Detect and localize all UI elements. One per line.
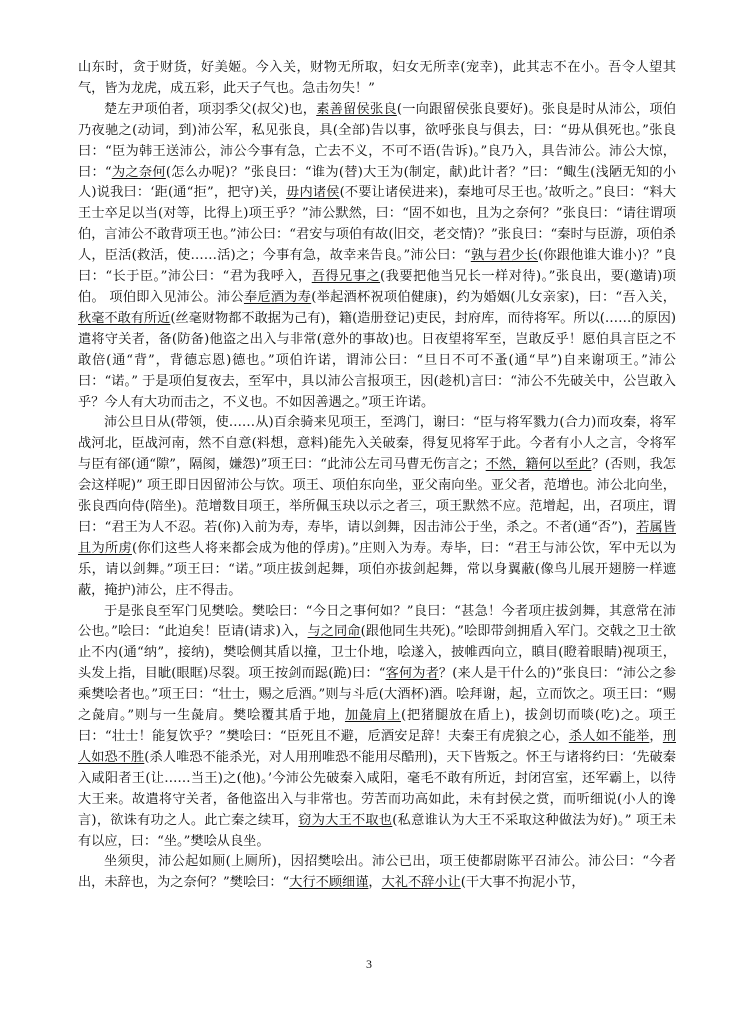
- underlined-phrase: 孰与君少长: [470, 248, 538, 264]
- page-number: 3: [366, 957, 372, 971]
- text-run: ？(来人是干什么的)”张良曰：“沛公之参乘樊哙者也。”项王曰：“壮士，赐之卮酒。”则与斗卮(大酒杯)酒。哙拜谢，起，立而饮之。项王曰：“赐之彘肩。”则与一生彘肩。樊哙覆其盾于地，: [78, 666, 677, 724]
- underlined-phrase: 吾得兄事之: [311, 269, 381, 285]
- underlined-phrase: 秋毫不敢有所近: [78, 310, 171, 326]
- underlined-phrase: 不然，籍何以至此: [485, 457, 592, 473]
- underlined-phrase: 大行不顾细谨: [289, 875, 369, 891]
- text-run: (不要让诸侯进来)，秦地可尽王也。’故听之。”良曰：“料大王士卒足以当(对等，比得上)项王乎？”沛公默然，曰：“固不如也，且为之奈何？”张良曰：“请往谓项伯，言沛公不敢背项王也。”沛公曰：“君安与项伯有故(旧交，老交情)？”张良曰：“秦时与臣游，项伯杀人，臣活(救活，使……活)之；今事有急，故幸来告良。”沛公曰：“: [78, 185, 677, 264]
- underlined-phrase: 为之奈何: [111, 164, 166, 180]
- underlined-phrase: 刑人如恐不胜: [78, 729, 677, 765]
- underlined-phrase: 素善留侯张良: [316, 101, 397, 117]
- text-run: (我要把他当兄长一样对待)。”张良出，要(邀请)项伯。 项伯即入见沛公。沛公: [78, 269, 676, 305]
- text-run: (举起酒杯祝项伯健康)，约为婚姻(儿女亲家)，曰：“吾入关，: [311, 289, 676, 305]
- paragraph: [78, 602, 676, 853]
- text-run: (怎么办呢)？”张良曰：“谁为(替)大王为(制定，献)此计者？”曰：“鲰生(浅陋无知的小人)说我曰：‘距(通“拒”，把守)关，: [78, 164, 677, 201]
- underlined-phrase: 杀人如不能举: [568, 729, 650, 744]
- text-run: ，: [649, 729, 663, 744]
- text-run: (你跟他谁大谁小)？”良曰：“长于臣。”沛公曰：“君为我呼入，: [78, 248, 677, 285]
- text-run: ，: [368, 875, 382, 891]
- text-run: 于是张良至军门见樊哙。樊哙曰：“今日之事何如？”良曰：“甚急！今者项庄拔剑舞，其意常在沛公也。”哙曰：“此迫矣！臣请(请求)入，: [78, 603, 676, 640]
- text-run: 山东时，贪于财货，好美姬。今入关，财物无所取，妇女无所幸(宠幸)，此其志不在小。吾令人望其气，皆为龙虎，成五彩，此天子气也。急击勿失！”: [78, 60, 676, 96]
- paragraph: [78, 100, 676, 414]
- text-run: (干大事不拘泥小节，: [460, 875, 585, 891]
- text-run: 沛公旦日从(带领，使……从)百余骑来见项王，至鸿门，谢曰：“臣与将军戮力(合力)而攻秦，将军战河北，臣战河南，然不自意(料想，意料)能先入关破秦，得复见将军于此。今者有小人之言，令将军与臣有郤(通“隙”，隔阂，嫌怨)”项王曰：“此沛公左司马曹无伤言之；: [78, 415, 676, 473]
- text-run: (私意谁认为大王不采取这种做法为好)。” 项王未有以应，曰：“坐。”樊哙从良坐。: [78, 812, 677, 849]
- underlined-phrase: 窃为大王不取也: [298, 812, 393, 828]
- text-run: (跟他同生共死)。”哙即带剑拥盾入军门。交戟之卫士欲止不内(通“纳”，接纳)，樊哙侧其盾以撞，卫士仆地，哙遂入，披帷西向立，瞋目(瞪着眼睛)视项王，头发上指，目眦(眼眶)尽裂。项王按剑而跽(跪)曰：“: [78, 624, 676, 682]
- paragraph: [78, 852, 676, 894]
- paragraph: [78, 413, 676, 601]
- underlined-phrase: 客何为者: [385, 666, 439, 682]
- text-run: 楚左尹项伯者，项羽季父(叔父)也，: [104, 101, 317, 117]
- underlined-phrase: 若属皆且为所虏: [78, 519, 677, 556]
- text-run: (丝毫财物都不敢据为己有)，籍(造册登记)吏民，封府库，而待将军。所以(……的原因)遣将守关者，备(防备)他盗之出入与非常(意外的事故)也。日夜望将军至，岂敢反乎！愿伯具言臣之不敢倍(通“背”，背德忘恩)德也。”项伯许诺，谓沛公曰：“旦日不可不蚤(通“早”)自来谢项王。”沛公曰：“诺。” 于是项伯复夜去，至军中，具以沛公言报项王，因(趁机)言曰：“沛公不先破关中，公岂敢入乎？今人有大功而击之，不义也。不如因善遇之。”项王许诺。: [78, 310, 676, 410]
- paragraph: [78, 58, 676, 100]
- text-run: (一向跟留侯张良要好)。张良是时从沛公，项伯乃夜驰之(动词，到)沛公军，私见张良，具(全部)告以事，欲呼张良与俱去，曰：“毋从俱死也。”张良曰：“臣为韩王送沛公，沛公今事有急，亡去不义，不可不语(告诉)。”良乃入，具告沛公。沛公大惊，曰：“: [78, 101, 676, 180]
- text-run: ？(否则，我怎会这样呢)” 项王即日因留沛公与饮。项王、项伯东向坐，亚父南向坐。亚父者，范增也。沛公北向坐，张良西向侍(陪坐)。范增数目项王，举所佩玉玦以示之者三，项王默然不应。范增起，出，召项庄，谓曰：“君王为人不忍。若(你)入前为寿，寿毕，请以剑舞，因击沛公于坐，杀之。不者(通“否”)，: [78, 457, 676, 535]
- text-run: (你们这些人将来都会成为他的俘虏)。”庄则入为寿。寿毕，曰：“君王与沛公饮，军中无以为乐，请以剑舞。”项王曰：“诺。”项庄拔剑起舞，项伯亦拔剑起舞，常以身翼蔽(像鸟儿展开翅膀一样遮蔽，掩护)沛公，庄不得击。: [78, 540, 677, 598]
- underlined-phrase: 大礼不辞小让: [381, 875, 461, 891]
- underlined-phrase: 加彘肩上: [344, 708, 401, 724]
- underlined-phrase: 与之同命: [307, 624, 361, 640]
- text-run: (杀人唯恐不能杀光，对人用刑唯恐不能用尽酷刑)，天下皆叛之。怀王与诸将约曰：‘先破秦入咸阳者王(让……当王)之(他)。’今沛公先破秦入咸阳，毫毛不敢有所近，封闭宫室，还军霸上，以待大王来。故遣将守关者，备他盗出入与非常也。劳苦而功高如此，未有封侯之赏，而听细说(小人的谗言)，欲诛有功之人。此亡秦之续耳，: [78, 749, 676, 828]
- underlined-phrase: 毋内诸侯: [286, 185, 340, 201]
- text-run: 坐须臾，沛公起如厕(上厕所)，因招樊哙出。沛公已出，项王使都尉陈平召沛公。沛公曰：“今者出，未辞也，为之奈何？”樊哙曰：“: [78, 854, 676, 891]
- underlined-phrase: 奉卮酒为寿: [243, 289, 312, 305]
- text-run: (把猪腿放在盾上)，拔剑切而啖(吃)之。项王曰：“壮士！能复饮乎？”樊哙曰：“臣死且不避，卮酒安足辞！夫秦王有虎狼之心，: [78, 708, 677, 744]
- document-body: [78, 58, 676, 894]
